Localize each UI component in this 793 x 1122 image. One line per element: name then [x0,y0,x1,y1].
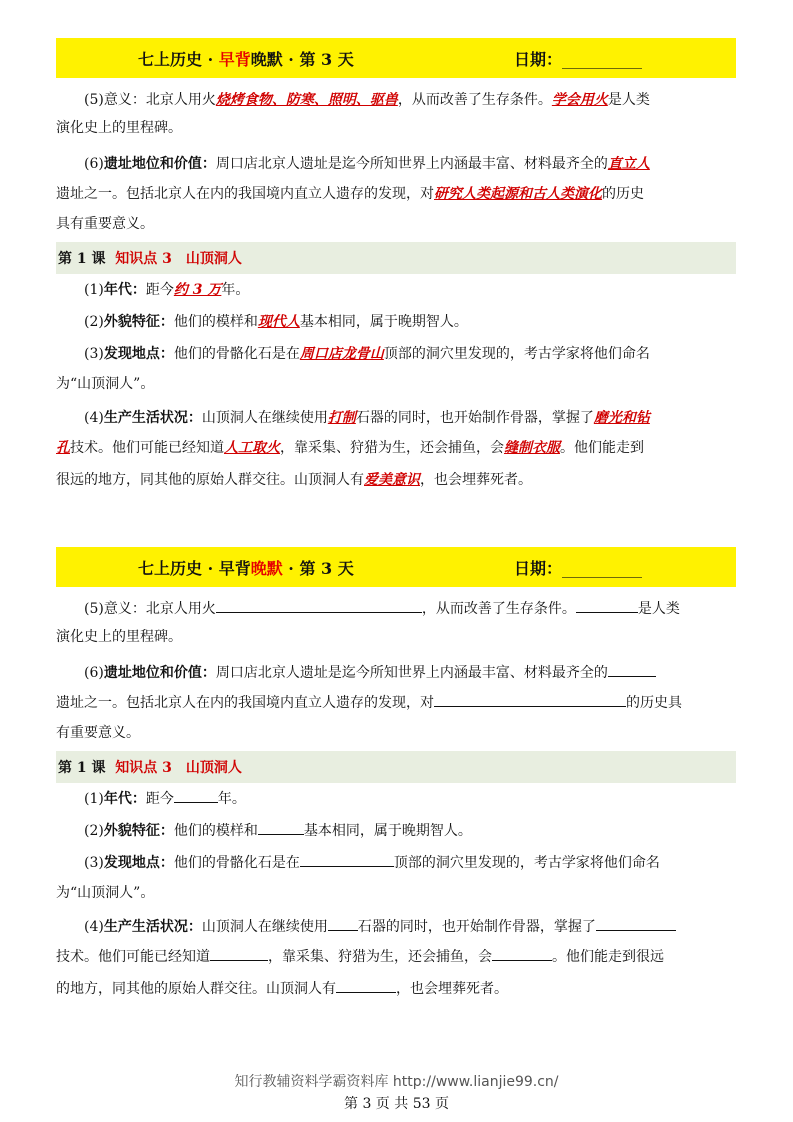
page-title-2: 七上历史 · 早背晚默 · 第 3 天 [138,558,354,578]
blank-research[interactable] [434,692,626,707]
lesson-heading-2: 第 1 课 知识点 3 山顶洞人 [56,751,736,783]
blank-beauty[interactable] [336,978,396,993]
header-banner [56,38,736,78]
paragraph-5-blank: (5)意义：北京人用火 ，从而改善了生存条件。 是人类 演化史上的里程碑。 [56,593,736,657]
footer-site: 知行教辅资料学霸资料库 http://www.lianjie99.cn/ [234,1074,559,1090]
page-number: 第 3 页 共 53 页 [344,1096,449,1112]
blank-fire-uses[interactable] [216,598,422,613]
blank-fire-mastery[interactable] [576,598,638,613]
paragraph-5: (5)意义：北京人用火烧烤食物、防寒、照明、驱兽，从而改善了生存条件。学会用火是人类 演化史上的里程碑。 [56,92,650,136]
header-banner-2 [56,547,736,587]
blank-era[interactable] [174,788,218,803]
blank-artificial-fire[interactable] [210,946,268,961]
blank-upright-man[interactable] [608,662,656,677]
paragraph-6-blank: (6)遗址地位和价值：周口店北京人遗址是迄今所知世界上内涵最丰富、材料最齐全的 遗址之一。包括北京人在内的我国境内直立人遗存的发现，对 的历史具 有重要意义。 [56,657,736,751]
date-field: 日期：__________ [514,49,643,69]
date-field-2: 日期：__________ [514,558,643,578]
blank-chipped[interactable] [328,916,358,931]
blank-modern[interactable] [258,820,304,835]
blank-polish-drill[interactable] [596,916,676,931]
answer-section [56,38,736,498]
blank-section [56,547,736,1007]
question-list: (1)年代：距今约 3 万年。 (2)外貌特征：他们的模样和现代人基本相同，属于晚期智人。 (3)发现地点：他们的骨骼化石是在周口店龙骨山顶部的洞穴里发现的，考古学家将他们命名 为“山顶洞人”。 (4)生产生活状况：山顶洞人在继续使用打制石器的同时，也开始制作骨器，掌握了磨光和钻 孔技术。他们可能已经知道人工取火，靠采集、狩猎为生，还会捕鱼，会缝制衣服。他们能走到 很远的地方，同其他的原始人群交往。山顶洞人有爱美意识，也会埋葬死者。 [56,282,650,488]
blank-sew-clothes[interactable] [492,946,552,961]
lesson-heading: 第 1 课 知识点 3 山顶洞人 [56,242,736,274]
question-list-blank: (1)年代：距今 年。 (2)外貌特征：他们的模样和 基本相同，属于晚期智人。 (3)发现地点：他们的骨骼化石是在 顶部的洞穴里发现的，考古学家将他们命名 为“山顶洞人”。 (4)生产生活状况：山顶洞人在继续使用 石器的同时，也开始制作骨器，掌握了 技术。他们可能已经知道 ，靠采集、狩猎为生，还会捕鱼，会 。他们能走到很远 的地方，同其他的原始人群交往。山顶洞人有 ，也会埋葬死者。 [56,783,736,1007]
blank-location[interactable] [300,852,394,867]
paragraph-6: (6)遗址地位和价值：周口店北京人遗址是迄今所知世界上内涵最丰富、材料最齐全的直立人 遗址之一。包括北京人在内的我国境内直立人遗存的发现，对研究人类起源和古人类演化的历史 具有重要意义。 [56,156,650,232]
page-title: 七上历史 · 早背晚默 · 第 3 天 [138,49,354,69]
